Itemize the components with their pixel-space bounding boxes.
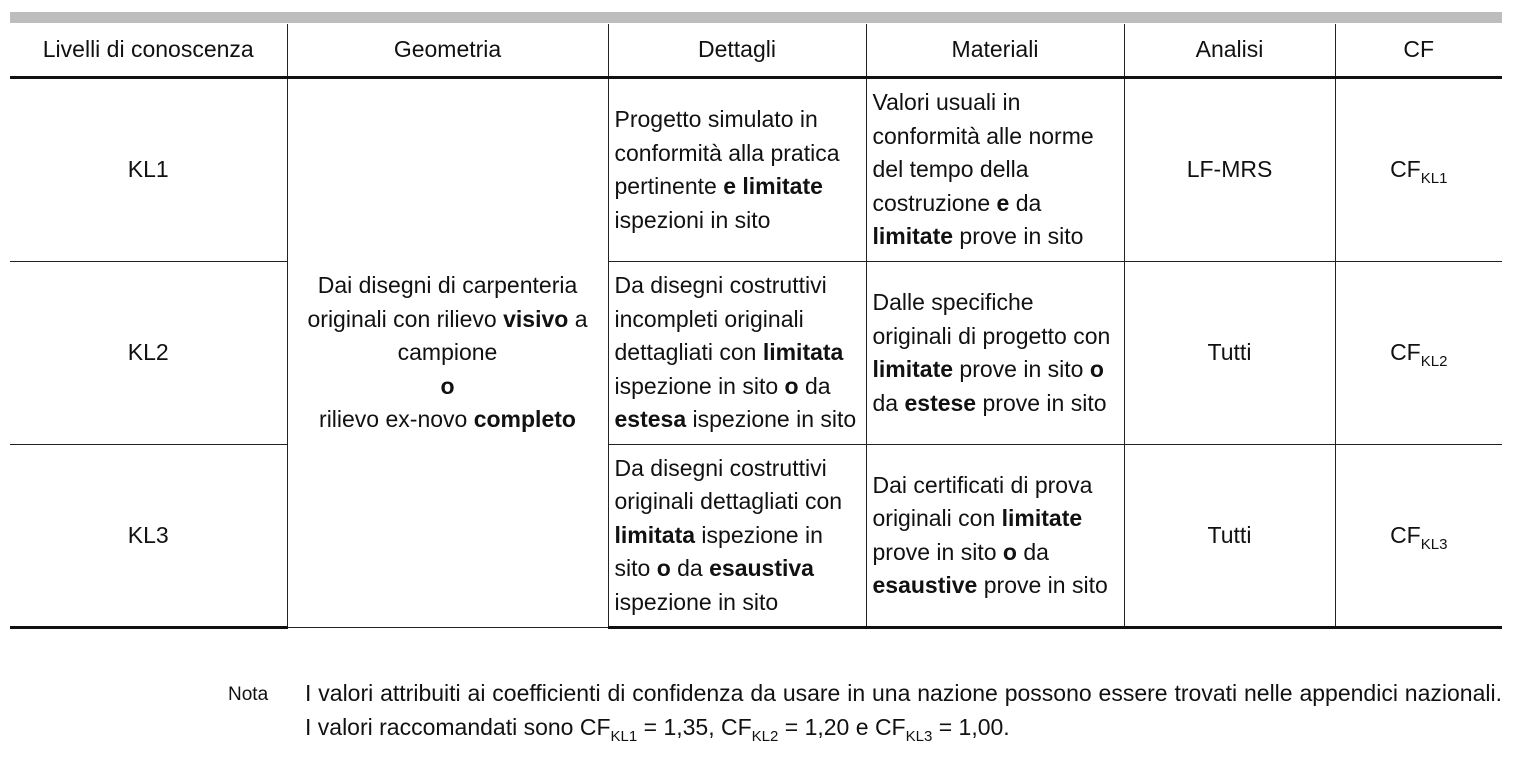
dettagli-cell: Progetto simulato in conformità alla pratica pertinente e limitate ispezioni in sito <box>608 78 866 262</box>
analisi-cell: LF-MRS <box>1124 78 1335 262</box>
table-row <box>10 78 1502 262</box>
header-geometria: Geometria <box>287 24 608 78</box>
header-cf: CF <box>1335 24 1502 78</box>
header-row <box>10 24 1502 78</box>
dettagli-cell: Da disegni costruttivi originali dettagliati con limitata ispezione in sito o da esaustiva ispezione in sito <box>608 445 866 628</box>
knowledge-levels-table <box>10 24 1502 629</box>
cf-cell: $CF_{KL2}$ <box>1335 262 1502 445</box>
header-dettagli: Dettagli <box>608 24 866 78</box>
header-materiali: Materiali <box>866 24 1124 78</box>
cf-cell: $CF_{KL3}$ <box>1335 445 1502 628</box>
materiali-cell: Valori usuali in conformità alle norme del tempo della costruzione e da limitate prove in sito <box>866 78 1124 262</box>
level-cell: KL3 <box>10 445 287 628</box>
top-rule <box>10 12 1502 23</box>
materiali-cell: Dalle specifiche originali di progetto con limitate prove in sito o da estese prove in sito <box>866 262 1124 445</box>
analisi-cell: Tutti <box>1124 445 1335 628</box>
geometria-cell: Dai disegni di carpenteria originali con rilievo visivo a campione o rilievo ex-novo completo <box>287 78 608 628</box>
note-text: I valori attribuiti ai coefficienti di confidenza da usare in una nazione possono essere trovati nelle appendici nazionali. I valori raccomandati sono $CF_{KL1} = 1,35$, $CF_{KL2} = 1,20$ e $CF_{KL3} = 1,00$. <box>305 680 1502 745</box>
cf-cell: $CF_{KL1}$ <box>1335 78 1502 262</box>
materiali-cell: Dai certificati di prova originali con limitate prove in sito o da esaustive prove in sito <box>866 445 1124 628</box>
dettagli-cell: Da disegni costruttivi incompleti originali dettagliati con limitata ispezione in sito o da estesa ispezione in sito <box>608 262 866 445</box>
level-cell: KL2 <box>10 262 287 445</box>
table-row <box>10 262 1502 445</box>
level-cell: KL1 <box>10 78 287 262</box>
note-label: Nota <box>228 684 269 705</box>
table-row <box>10 445 1502 628</box>
header-analisi: Analisi <box>1124 24 1335 78</box>
header-livelli: Livelli di conoscenza <box>10 24 287 78</box>
analisi-cell: Tutti <box>1124 262 1335 445</box>
